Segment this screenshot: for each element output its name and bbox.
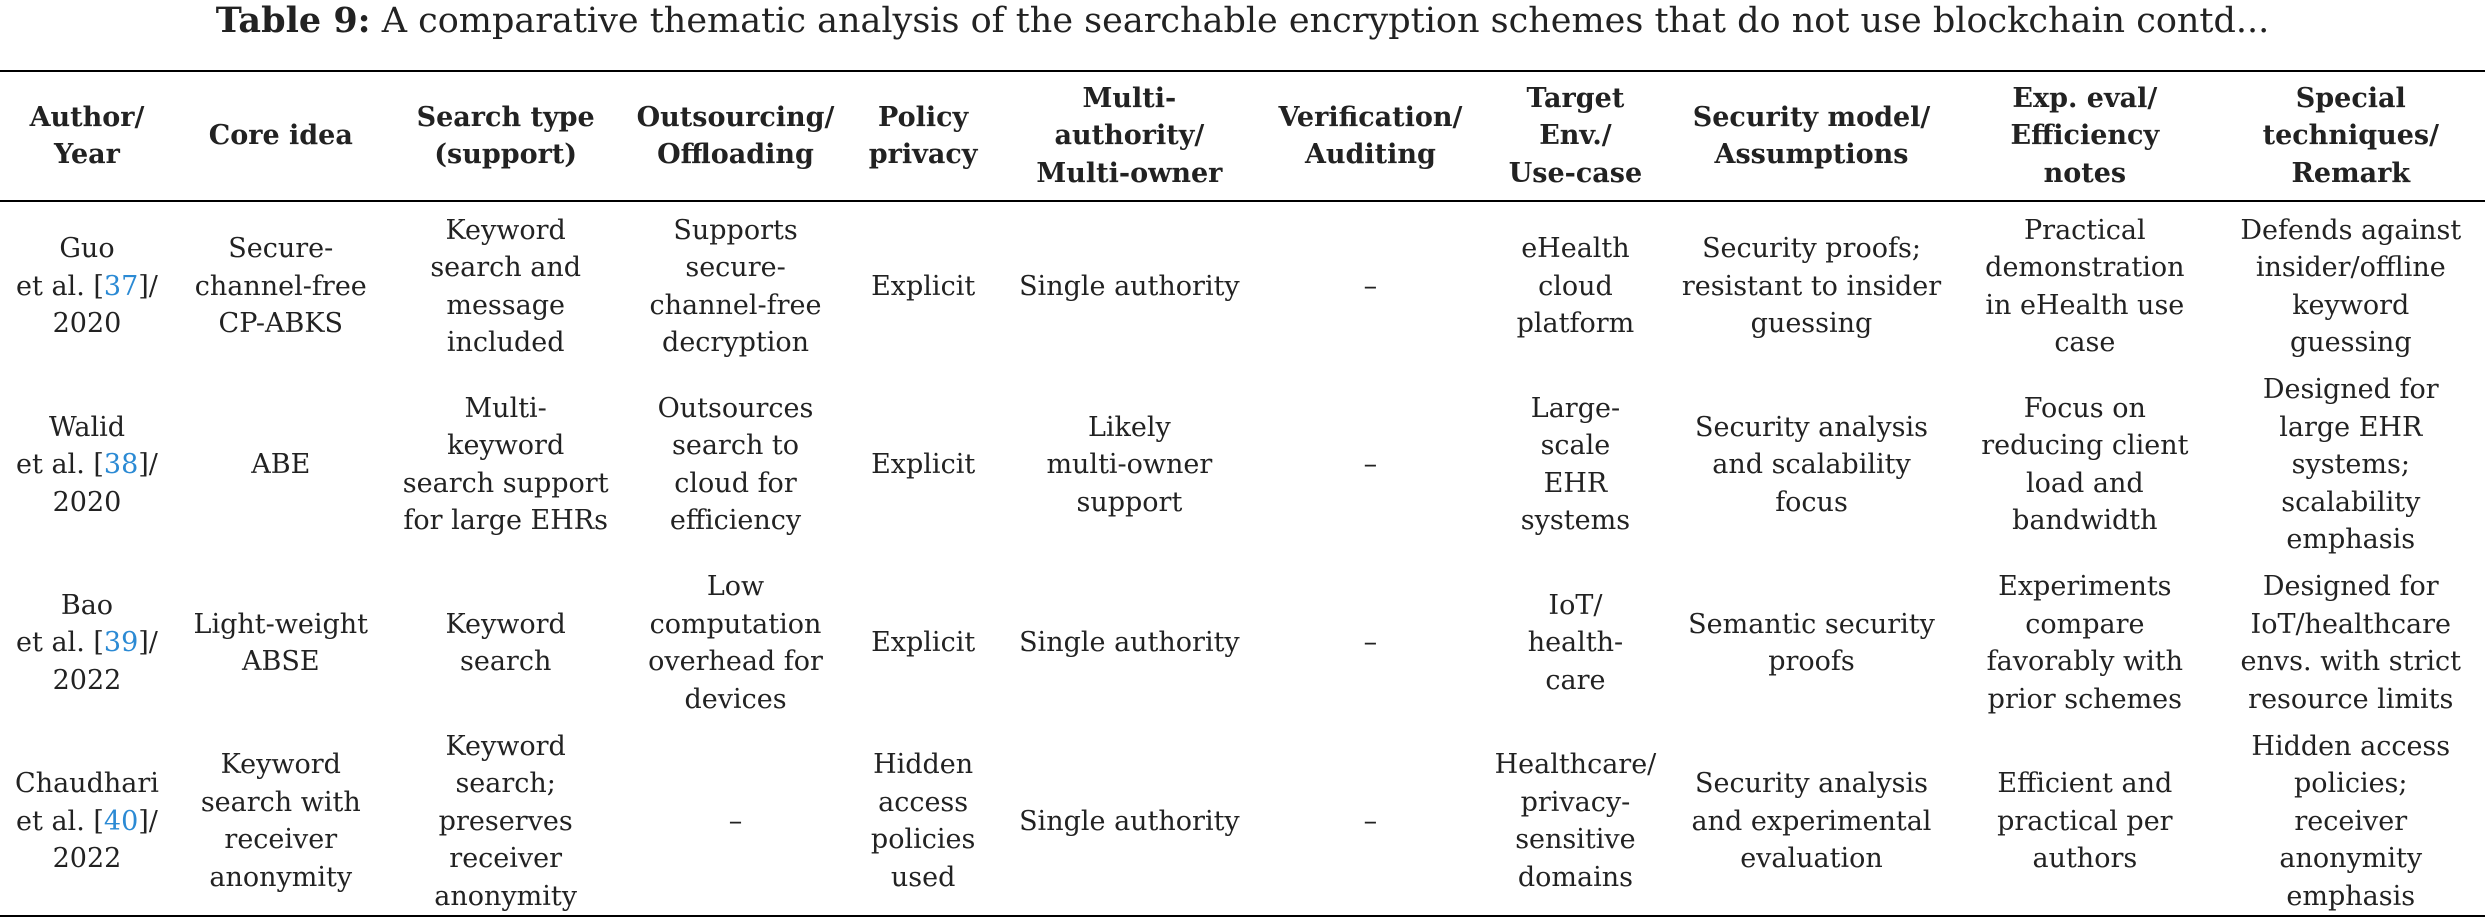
cell-line: – — [728, 805, 743, 837]
cell-line: load and — [2026, 467, 2144, 499]
cell-search-type — [388, 728, 624, 917]
cell-line: Hidden access — [2251, 730, 2451, 762]
cell-line: overhead for — [648, 646, 823, 677]
cell-line: Large- — [1530, 392, 1621, 424]
cell-line: channel-free — [194, 270, 367, 302]
cell-special-techniques — [2217, 559, 2485, 728]
cell-line: cloud — [1538, 270, 1613, 302]
cell-author-year — [0, 371, 174, 559]
header-special-techniques — [2217, 71, 2485, 201]
cell-line: Focus on — [2023, 392, 2146, 424]
cell-line: and scalability — [1712, 449, 1911, 480]
cell-line: Explicit — [871, 627, 976, 659]
cell-verification — [1260, 371, 1481, 559]
cell-multi-authority — [999, 559, 1260, 728]
header-target-env — [1481, 71, 1670, 201]
header-line: notes — [2043, 157, 2127, 189]
cell-line: anonymity — [2279, 843, 2423, 874]
header-line: Year — [54, 139, 120, 170]
cell-line: search support — [402, 467, 609, 499]
cell-line: search — [459, 646, 552, 677]
cell-line: Explicit — [871, 270, 976, 302]
cell-line: bandwidth — [2012, 505, 2158, 537]
cell-core-idea — [174, 728, 388, 917]
publication-year: 2022 — [52, 843, 122, 874]
reference-link[interactable]: 38 — [103, 449, 139, 480]
cell-line: Light-weight — [193, 608, 369, 640]
cell-outsourcing — [624, 728, 848, 917]
cell-target-env — [1481, 201, 1670, 371]
publication-year: 2022 — [52, 664, 122, 696]
cell-line: eHealth — [1521, 233, 1630, 265]
header-core-idea — [174, 71, 388, 201]
cell-line: CP-ABKS — [218, 308, 344, 340]
cell-line: Healthcare/ — [1494, 749, 1657, 781]
cell-line: Keyword — [220, 749, 341, 781]
cell-multi-authority — [999, 728, 1260, 917]
cell-line: systems — [1520, 505, 1631, 537]
cell-line: Hidden — [873, 749, 974, 781]
cell-line: – — [1363, 627, 1378, 659]
cell-line: Single authority — [1019, 627, 1240, 659]
caption-label: Table 9: — [215, 0, 371, 41]
cell-line: authors — [2032, 843, 2138, 874]
table-row — [0, 201, 2485, 371]
cell-line: resource limits — [2248, 683, 2454, 715]
citation-close: ]/ — [138, 627, 158, 659]
cell-verification — [1260, 201, 1481, 371]
author-name: Walid — [48, 411, 125, 443]
cell-target-env — [1481, 371, 1670, 559]
cell-verification — [1260, 728, 1481, 917]
header-line: Core idea — [208, 120, 353, 152]
cell-line: search with — [200, 786, 361, 818]
header-security-model — [1670, 71, 1953, 201]
citation-close: ]/ — [138, 449, 158, 480]
header-outsourcing — [624, 71, 848, 201]
cell-line: search to — [672, 430, 800, 462]
cell-line: keyword — [447, 430, 565, 462]
cell-line: compare — [2025, 608, 2145, 640]
cell-core-idea — [174, 559, 388, 728]
cell-line: IoT/ — [1548, 589, 1603, 621]
header-line: Auditing — [1304, 139, 1436, 170]
cell-line: emphasis — [2286, 524, 2416, 555]
cell-line: domains — [1517, 861, 1633, 893]
cell-line: evaluation — [1740, 843, 1883, 874]
cell-line: Experiments — [1998, 571, 2172, 602]
cell-line: platform — [1516, 308, 1635, 340]
citation-close: ]/ — [138, 805, 158, 837]
publication-year: 2020 — [52, 486, 122, 518]
cell-line: decryption — [662, 327, 809, 358]
cell-line: prior schemes — [1987, 683, 2183, 715]
cell-line: in eHealth use — [1985, 289, 2185, 321]
cell-line: focus — [1775, 486, 1848, 518]
header-line: Remark — [2291, 157, 2411, 189]
header-line: techniques/ — [2262, 120, 2439, 152]
cell-line: multi-owner — [1046, 449, 1213, 480]
cell-line: guessing — [2289, 327, 2412, 358]
cell-line: Low — [706, 571, 765, 602]
author-name: Guo — [59, 233, 115, 265]
et-al-text: et al. [ — [16, 627, 104, 659]
cell-line: large EHR — [2279, 411, 2423, 443]
cell-line: keyword — [2292, 289, 2410, 321]
table-row — [0, 559, 2485, 728]
cell-line: sensitive — [1515, 824, 1636, 856]
cell-line: systems; — [2291, 449, 2410, 480]
cell-exp-eval — [1953, 559, 2216, 728]
cell-line: – — [1363, 449, 1378, 480]
cell-line: reducing client — [1981, 430, 2189, 462]
cell-search-type — [388, 559, 624, 728]
cell-security-model — [1670, 728, 1953, 917]
cell-line: case — [2054, 327, 2116, 358]
cell-line: health- — [1527, 627, 1624, 659]
header-line: Efficiency — [2010, 120, 2160, 152]
cell-line: efficiency — [669, 505, 802, 537]
header-verification — [1260, 71, 1481, 201]
cell-line: Explicit — [871, 449, 976, 480]
cell-line: computation — [649, 608, 822, 640]
cell-line: Supports — [673, 214, 798, 246]
cell-target-env — [1481, 728, 1670, 917]
cell-line: guessing — [1750, 308, 1873, 340]
header-policy-privacy — [847, 71, 999, 201]
author-citation — [6, 446, 168, 484]
header-line: (support) — [434, 139, 578, 170]
table-row — [0, 371, 2485, 559]
cell-multi-authority — [999, 201, 1260, 371]
cell-multi-authority — [999, 371, 1260, 559]
cell-line: anonymity — [434, 880, 578, 912]
cell-outsourcing — [624, 559, 848, 728]
cell-line: receiver — [449, 843, 563, 874]
cell-line: Keyword — [445, 608, 566, 640]
header-line: authority/ — [1054, 120, 1205, 152]
header-line: Search type — [416, 101, 595, 133]
header-author-year — [0, 71, 174, 201]
cell-line: practical per — [1997, 805, 2173, 837]
cell-line: EHR — [1543, 467, 1608, 499]
cell-line: Keyword — [445, 730, 566, 762]
header-line: Target — [1526, 82, 1625, 114]
cell-special-techniques — [2217, 371, 2485, 559]
cell-policy-privacy — [847, 728, 999, 917]
cell-line: Practical — [2024, 214, 2146, 246]
cell-line: used — [890, 861, 956, 893]
cell-line: – — [1363, 270, 1378, 302]
cell-line: care — [1545, 664, 1606, 696]
cell-exp-eval — [1953, 728, 2216, 917]
cell-core-idea — [174, 201, 388, 371]
cell-line: Security proofs; — [1702, 233, 1921, 265]
cell-author-year — [0, 728, 174, 917]
cell-line: proofs — [1768, 646, 1855, 677]
table-caption — [0, 0, 2485, 41]
cell-exp-eval — [1953, 371, 2216, 559]
cell-line: Security analysis — [1694, 768, 1929, 799]
cell-line: – — [1363, 805, 1378, 837]
cell-line: policies — [870, 824, 976, 856]
cell-outsourcing — [624, 371, 848, 559]
header-line: privacy — [868, 139, 978, 170]
cell-line: Keyword — [445, 214, 566, 246]
cell-line: Efficient and — [1997, 768, 2173, 799]
header-line: Env./ — [1539, 120, 1612, 152]
cell-line: Designed for — [2262, 374, 2439, 405]
cell-line: Outsources — [657, 392, 814, 424]
cell-line: devices — [684, 683, 787, 715]
cell-line: Secure- — [228, 233, 334, 265]
cell-line: Multi- — [464, 392, 547, 424]
cell-line: search and — [430, 252, 582, 283]
cell-special-techniques — [2217, 728, 2485, 917]
table-header-row — [0, 71, 2485, 201]
author-name: Chaudhari — [15, 768, 159, 799]
cell-core-idea — [174, 371, 388, 559]
table-row — [0, 728, 2485, 917]
cell-line: privacy- — [1520, 786, 1631, 818]
cell-search-type — [388, 371, 624, 559]
cell-line: demonstration — [1985, 252, 2185, 283]
cell-line: receiver — [2294, 805, 2408, 837]
cell-target-env — [1481, 559, 1670, 728]
cell-line: preserves — [438, 805, 573, 837]
header-line: Multi- — [1082, 82, 1177, 114]
header-line: Exp. eval/ — [2012, 82, 2158, 114]
cell-line: IoT/healthcare — [2250, 608, 2452, 640]
et-al-text: et al. [ — [16, 270, 104, 302]
cell-line: included — [446, 327, 565, 358]
author-citation — [6, 624, 168, 662]
header-line: Policy — [878, 101, 969, 133]
cell-line: envs. with strict — [2240, 646, 2461, 677]
cell-line: Defends against — [2240, 214, 2462, 246]
header-line: Verification/ — [1278, 101, 1463, 133]
header-line: Offloading — [657, 139, 814, 170]
cell-security-model — [1670, 371, 1953, 559]
caption-text: A comparative thematic analysis of the searchable encryption schemes that do not use blockchain contd... — [370, 1, 2270, 41]
header-line: Multi-owner — [1036, 157, 1223, 189]
cell-line: ABSE — [242, 646, 320, 677]
reference-link[interactable]: 37 — [103, 270, 139, 302]
reference-link[interactable]: 39 — [103, 627, 139, 659]
cell-policy-privacy — [847, 201, 999, 371]
et-al-text: et al. [ — [16, 449, 104, 480]
citation-close: ]/ — [138, 270, 158, 302]
cell-line: policies; — [2294, 768, 2408, 799]
header-line: Special — [2295, 82, 2406, 114]
cell-exp-eval — [1953, 201, 2216, 371]
cell-author-year — [0, 201, 174, 371]
header-line: Author/ — [29, 101, 145, 133]
cell-line: secure- — [685, 252, 786, 283]
cell-line: access — [878, 786, 969, 818]
author-name: Bao — [60, 589, 114, 621]
cell-line: anonymity — [209, 861, 353, 893]
cell-line: channel-free — [649, 289, 822, 321]
cell-search-type — [388, 201, 624, 371]
cell-line: and experimental — [1691, 805, 1932, 837]
cell-policy-privacy — [847, 371, 999, 559]
cell-line: Security analysis — [1694, 411, 1929, 443]
header-line: Outsourcing/ — [636, 101, 835, 133]
reference-link[interactable]: 40 — [103, 805, 139, 837]
header-line: Use-case — [1508, 157, 1643, 189]
cell-line: Designed for — [2262, 571, 2439, 602]
cell-line: scalability — [2281, 486, 2421, 518]
cell-special-techniques — [2217, 201, 2485, 371]
cell-security-model — [1670, 201, 1953, 371]
cell-line: resistant to insider — [1681, 270, 1942, 302]
author-citation — [6, 803, 168, 841]
cell-line: Single authority — [1019, 270, 1240, 302]
header-search-type — [388, 71, 624, 201]
cell-line: cloud for — [674, 467, 797, 499]
cell-policy-privacy — [847, 559, 999, 728]
cell-security-model — [1670, 559, 1953, 728]
cell-verification — [1260, 559, 1481, 728]
cell-line: favorably with — [1986, 646, 2184, 677]
cell-line: insider/offline — [2255, 252, 2446, 283]
cell-author-year — [0, 559, 174, 728]
cell-line: support — [1076, 486, 1183, 518]
comparison-table — [0, 70, 2485, 917]
table-body — [0, 201, 2485, 916]
cell-line: message — [446, 289, 565, 321]
cell-line: search; — [455, 768, 556, 799]
header-line: Assumptions — [1714, 139, 1909, 170]
cell-line: Likely — [1087, 411, 1171, 443]
cell-outsourcing — [624, 201, 848, 371]
header-exp-eval — [1953, 71, 2216, 201]
cell-line: scale — [1540, 430, 1611, 462]
header-multi-authority — [999, 71, 1260, 201]
author-citation — [6, 268, 168, 306]
cell-line: receiver — [224, 824, 338, 856]
et-al-text: et al. [ — [16, 805, 104, 837]
cell-line: Semantic security — [1688, 608, 1935, 640]
cell-line: Single authority — [1019, 805, 1240, 837]
publication-year: 2020 — [52, 308, 122, 340]
cell-line: ABE — [251, 449, 311, 480]
header-line: Security model/ — [1692, 101, 1931, 133]
cell-line: emphasis — [2286, 880, 2416, 912]
cell-line: for large EHRs — [403, 505, 608, 537]
